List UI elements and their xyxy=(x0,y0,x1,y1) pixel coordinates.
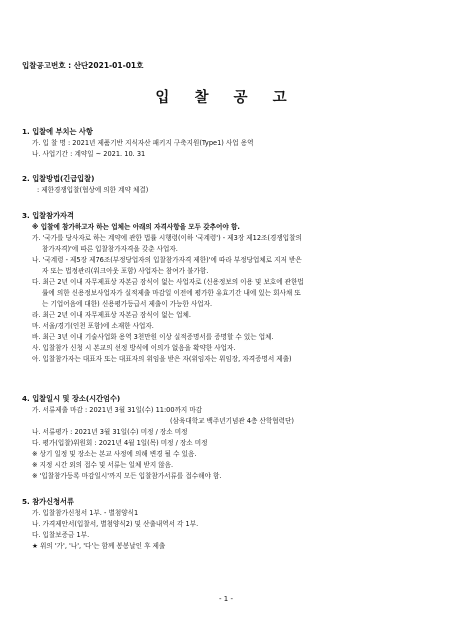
section-3-line: 라. 최근 2년 이내 자무제표상 자본금 잠식이 없는 업체. xyxy=(32,311,191,319)
notice-number: 입찰공고번호 : 산단2021-01-01호 xyxy=(22,61,144,70)
section-3-line: 사. 입찰참가 신청 시 본교의 선정 방식에 이의가 없음을 확약한 사업자. xyxy=(32,344,236,352)
page-title: 입 찰 공 고 xyxy=(155,90,297,106)
section-5 xyxy=(22,495,442,552)
section-4-line: 다. 평가(입찰)위원회 : 2021년 4월 1일(목) 미정 / 장소 미정 xyxy=(32,439,208,447)
section-4-line: ※ 지정 시간 외의 접수 및 서류는 일체 받지 않음. xyxy=(32,461,174,469)
section-4-line: (삼육대학교 백주년기념관 4층 산학협력단) xyxy=(170,417,294,425)
section-3-note: ※ 입찰에 참가하고자 하는 업체는 아래의 자격사항을 모두 갖추어야 함. xyxy=(32,223,240,231)
section-3-line: 마. 서울/경기(인천 포함)에 소재한 사업자. xyxy=(32,322,154,330)
section-3-line: 률에 의한 신용정보사업자가 실적제출 마감일 이전에 평가한 유효기간 내에 있는 회사채 또 xyxy=(42,289,301,297)
section-1-line: 나. 사업기간 : 계약일 ~ 2021. 10. 31 xyxy=(32,150,146,158)
section-3 xyxy=(22,209,442,365)
section-4-title: 4. 입찰일시 및 장소(시간엄수) xyxy=(22,394,121,403)
section-4-line: ※ '입찰참가등록 마감일시'까지 모든 입찰참가서류를 접수해야 함. xyxy=(32,472,222,480)
section-3-line: 다. 최근 2년 이내 자무제표상 자본금 잠식이 없는 사업자로 (신용정보의 이용 및 보호에 관한법 xyxy=(32,278,304,286)
section-3-line: 는 기업어음에 대한) 신용평가등급서 제출이 가능한 사업자. xyxy=(42,300,213,308)
section-5-line: 가. 입찰참가신청서 1부. - 별첨양식1 xyxy=(32,509,139,517)
section-4-line: 나. 서류평가 : 2021년 3월 31일(수) 미정 / 장소 미정 xyxy=(32,428,188,436)
section-3-line: 나. '국계령 - 제5장 제76조(부정당업자의 입찰참가자격 제한)'에 따라 부정당업체로 지저 받은 xyxy=(32,256,302,264)
section-2-title: 2. 입찰방법(긴급입찰) xyxy=(22,174,95,183)
section-1 xyxy=(22,125,442,160)
section-1-line: 가. 입 찰 명 : 2021년 제품기반 지식자산 패키지 구축지원(Type1) 사업 용역 xyxy=(32,139,254,147)
section-1-title: 1. 입찰에 부치는 사항 xyxy=(22,127,93,136)
section-5-line: 나. 가격제안서(입찰서, 별첨양식2) 및 산출내역서 각 1부. xyxy=(32,520,199,528)
section-3-line: 아. 입찰참가자는 대표자 또는 대표자의 위임을 받은 자(위임자는 위임장, 자격증명서 제출) xyxy=(32,355,292,363)
section-3-line: 자 또는 법정관리(워크아웃 포함) 사업자는 참여가 불가함. xyxy=(42,267,209,275)
section-5-line: ★ 위의 '가', '나', '다'는 함께 봉봉날인 후 제출 xyxy=(32,542,166,550)
section-2-line: : 제한경쟁입찰(협상에 의한 계약 체결) xyxy=(37,186,149,194)
section-2 xyxy=(22,172,442,196)
page-number: - 1 - xyxy=(219,595,233,603)
section-4-line: ※ 상기 일정 및 장소는 본교 사정에 의해 변경 될 수 있음. xyxy=(32,450,197,458)
section-3-title: 3. 입찰참가자격 xyxy=(22,211,74,220)
section-5-line: 다. 입찰보증금 1부. xyxy=(32,531,90,539)
section-5-title: 5. 참가신청서류 xyxy=(22,497,74,506)
section-3-line: 가. '국가를 당사자로 하는 계약에 관한 법률 시행령(이하 '국계령') - 제3장 제12조(경쟁입찰의 xyxy=(32,234,302,242)
section-3-line: 바. 최근 3년 이내 기술사업화 용역 3천만원 이상 실적증명서를 증명할 수 있는 업체. xyxy=(32,333,274,341)
section-3-line: 참가자격)'에 따른 입찰참가자격을 갖춘 사업자. xyxy=(42,245,178,253)
section-4-line: 가. 서류제출 마감 : 2021년 3월 31일(수) 11:00까지 마감 xyxy=(32,406,203,414)
section-4 xyxy=(22,392,442,482)
